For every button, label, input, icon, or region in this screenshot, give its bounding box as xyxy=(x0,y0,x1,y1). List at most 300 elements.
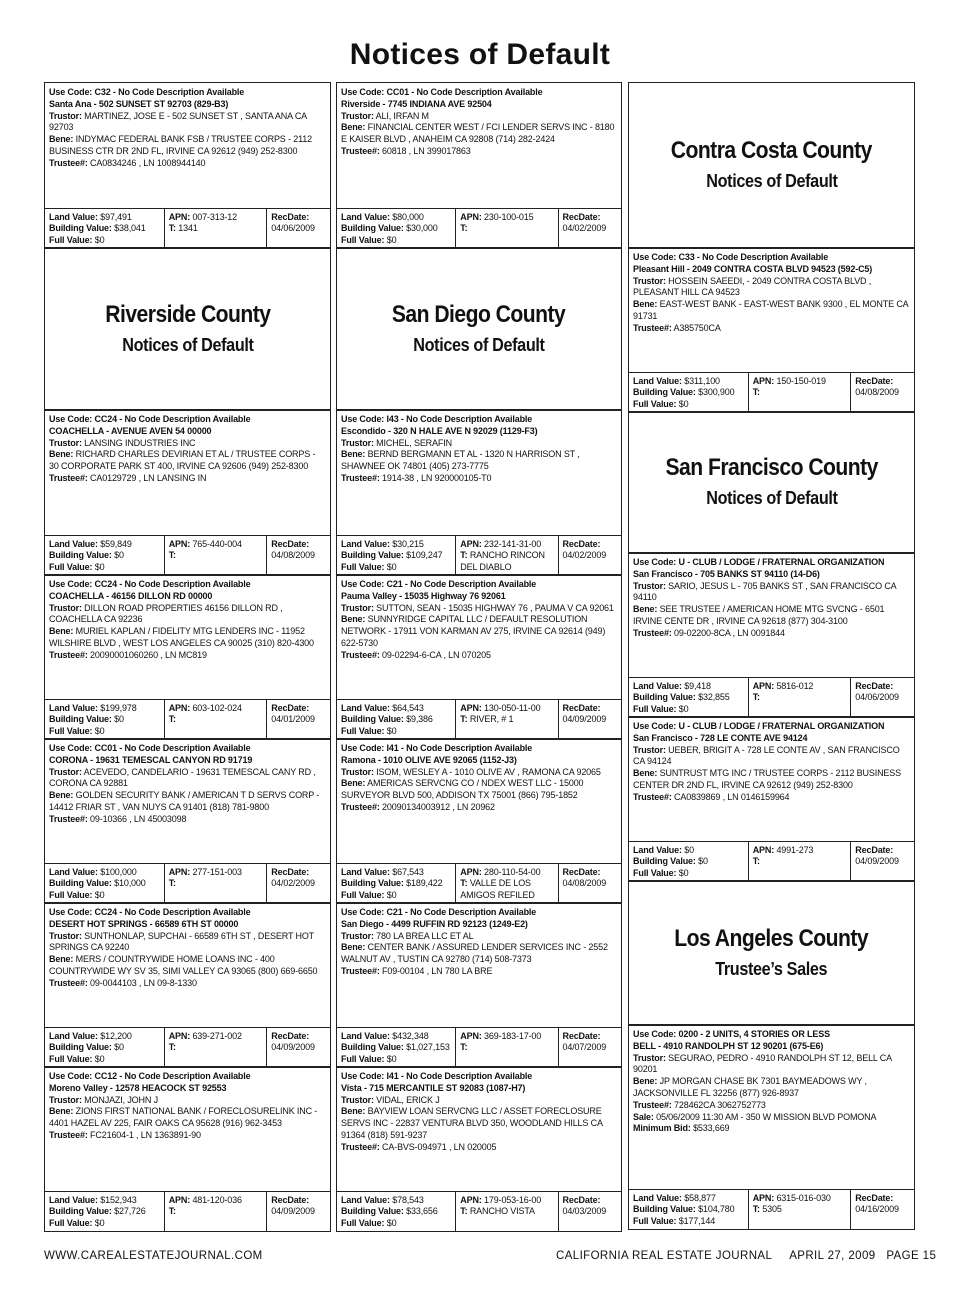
use-code-text: Use Code: CC01 - No Code Description Available xyxy=(341,87,543,97)
apn-value: 150-150-019 xyxy=(776,375,826,386)
property-location xyxy=(49,591,325,603)
notice-body xyxy=(629,1025,914,1135)
value-row xyxy=(45,863,330,903)
values-cell xyxy=(337,1028,456,1067)
building-value xyxy=(633,856,745,868)
trustor xyxy=(49,767,325,791)
land-value-label: Land Value: xyxy=(49,211,98,222)
recdate-label xyxy=(563,703,618,715)
recdate-value: 04/02/2009 xyxy=(271,878,315,888)
property-location-text: San Francisco - 728 LE CONTE AVE 94124 xyxy=(633,732,808,743)
minimum-bid-value: $533,669 xyxy=(693,1123,730,1134)
recdate-value: 04/06/2009 xyxy=(271,223,315,233)
building-value-label: Building Value: xyxy=(49,1206,112,1216)
tract xyxy=(753,387,848,399)
tract xyxy=(169,1042,264,1054)
beneficiary-value: SUNTRUST MTG INC / TRUSTEE CORPS - 2112 BUSINESS CENTER DR 2ND FL, IRVINE CA 92612 (949) 252-8300 xyxy=(633,768,901,790)
recdate-value: 04/08/2009 xyxy=(271,550,315,560)
apn-value: 277-151-003 xyxy=(192,866,242,877)
notice-body xyxy=(629,717,914,804)
full-value-value: $177,144 xyxy=(678,1215,716,1226)
county-subtitle: Notices of Default xyxy=(121,334,254,355)
value-row xyxy=(337,208,621,248)
trustee-number xyxy=(49,473,325,485)
recdate-label-text: RecDate: xyxy=(271,1194,310,1205)
building-value-label: Building Value: xyxy=(49,1042,112,1052)
beneficiary-value: JP MORGAN CHASE BK 7301 BAYMEADOWS WY , JACKSONVILLE FL 32256 (877) 926-8937 xyxy=(633,1076,867,1098)
full-value xyxy=(341,890,452,902)
county-name: Contra Costa County xyxy=(670,137,873,165)
land-value-label: Land Value: xyxy=(49,702,98,713)
trustee-number-label: Trustee#: xyxy=(633,627,672,638)
tract-label: T: xyxy=(168,550,176,560)
apn-cell xyxy=(165,209,268,248)
notice-body xyxy=(337,903,621,978)
recdate-value: 04/09/2009 xyxy=(271,1042,315,1052)
trustor-value: ISOM, WESLEY A - 1010 OLIVE AV , RAMONA CA 92065 xyxy=(376,766,601,777)
tract xyxy=(753,1204,848,1216)
recdate-cell xyxy=(267,536,330,575)
trustor-label: Trustor: xyxy=(341,766,374,777)
use-code xyxy=(633,721,909,733)
land-value-label: Land Value: xyxy=(341,702,390,713)
footer-website[interactable]: WWW.CAREALESTATEJOURNAL.COM xyxy=(44,1250,263,1262)
apn-label: APN: xyxy=(168,1194,191,1205)
notice-body xyxy=(337,1067,621,1154)
notice-card xyxy=(44,409,331,576)
property-location xyxy=(49,99,325,111)
beneficiary-value: MERS / COUNTRYWIDE HOME LOANS INC - 400 COUNTRYWIDE WY SV 35, SIMI VALLEY CA 93065 (800) 669-6650 xyxy=(49,954,318,976)
apn-cell xyxy=(165,1028,268,1067)
minimum-bid xyxy=(633,1123,909,1135)
trustee-number xyxy=(341,966,616,978)
property-location-text: Escondido - 320 N HALE AVE N 92029 (1129-F3) xyxy=(341,425,538,436)
building-value-value: $1,027,153 xyxy=(406,1042,450,1052)
use-code-text: Use Code: C33 - No Code Description Available xyxy=(633,252,829,262)
trustor-label: Trustor: xyxy=(341,110,374,121)
trustor xyxy=(341,111,616,123)
building-value-label: Building Value: xyxy=(341,550,404,560)
value-row xyxy=(629,841,914,881)
apn xyxy=(460,1031,554,1043)
land-value-label: Land Value: xyxy=(341,1030,390,1041)
recdate-label-text: RecDate: xyxy=(855,375,894,386)
full-value-label: Full Value: xyxy=(341,889,385,900)
apn xyxy=(169,212,264,224)
apn-label: APN: xyxy=(168,702,191,713)
apn-cell xyxy=(165,536,268,575)
land-value xyxy=(341,212,452,224)
trustee-number-label: Trustee#: xyxy=(49,649,88,660)
use-code xyxy=(49,414,325,426)
trustor xyxy=(341,603,616,615)
full-value-label: Full Value: xyxy=(49,889,93,900)
apn-label: APN: xyxy=(460,538,482,549)
beneficiary-value: BERND BERGMANN ET AL - 1320 N HARRISON ST , SHAWNEE OK 74801 (405) 273-7775 xyxy=(341,449,580,472)
trustee-number xyxy=(633,1100,909,1112)
apn xyxy=(753,681,848,693)
beneficiary-label: Bene: xyxy=(341,1106,366,1117)
trustee-number-value: F09-00104 , LN 780 LA BRE xyxy=(382,965,493,976)
use-code xyxy=(633,557,909,569)
land-value xyxy=(49,539,161,551)
notice-body xyxy=(337,83,621,158)
building-value-label: Building Value: xyxy=(633,856,696,866)
apn-label: APN: xyxy=(168,538,191,549)
full-value-value: $0 xyxy=(94,889,105,900)
trustee-number-label: Trustee#: xyxy=(49,977,88,988)
trustee-number-value: CA-BVS-094971 , LN 020005 xyxy=(382,1141,497,1152)
full-value-value: $0 xyxy=(386,1217,397,1228)
full-value xyxy=(49,1054,161,1066)
building-value xyxy=(49,878,161,890)
use-code xyxy=(341,414,616,426)
trustee-number-label: Trustee#: xyxy=(341,649,380,660)
recdate-cell xyxy=(559,1192,621,1231)
land-value-value: $12,200 xyxy=(100,1030,132,1041)
trustor xyxy=(341,1095,616,1107)
recdate-value: 04/02/2009 xyxy=(562,223,607,233)
recdate-cell xyxy=(559,1028,621,1067)
recdate-label-text: RecDate: xyxy=(271,1030,310,1041)
apn-cell xyxy=(456,1028,558,1067)
apn xyxy=(753,376,848,388)
recdate-cell xyxy=(851,373,914,412)
beneficiary xyxy=(633,768,909,792)
tract xyxy=(753,856,848,868)
recdate-value: 04/09/2009 xyxy=(855,856,899,866)
apn-value: 232-141-31-00 xyxy=(484,538,542,549)
values-cell xyxy=(337,209,456,248)
beneficiary-label: Bene: xyxy=(633,299,658,310)
land-value-label: Land Value: xyxy=(49,866,98,877)
trustee-number-value: 20090001060260 , LN MC819 xyxy=(90,649,207,660)
recdate-label xyxy=(271,867,327,879)
trustor-value: SEGURAO, PEDRO - 4910 RANDOLPH ST 12, BELL CA 90201 xyxy=(633,1052,892,1075)
use-code-text: Use Code: CC24 - No Code Description Available xyxy=(49,579,251,589)
use-code-text: Use Code: CC24 - No Code Description Available xyxy=(49,414,251,424)
recdate-label xyxy=(855,1193,911,1205)
recdate-cell xyxy=(559,700,621,739)
tract-label: T: xyxy=(752,692,760,702)
apn-cell xyxy=(456,209,558,248)
beneficiary xyxy=(49,954,325,978)
beneficiary-value: FINANCIAL CENTER WEST / FCI LENDER SERVS INC - 8180 E KAISER BLVD , ANAHEIM CA 92808 (714) 282-2424 xyxy=(341,122,615,145)
use-code xyxy=(633,1029,909,1041)
trustee-number-label: Trustee#: xyxy=(633,1099,672,1110)
trustee-number-value: CA0839869 , LN 0146159964 xyxy=(674,791,790,802)
notice-body xyxy=(337,739,621,814)
trustee-number-value: CA0129729 , LN LANSING IN xyxy=(90,472,207,483)
trustor xyxy=(341,931,616,943)
property-location xyxy=(341,591,616,603)
values-cell xyxy=(45,864,165,903)
apn xyxy=(460,539,554,551)
tract-value: VALLE DE LOS AMIGOS REFILED xyxy=(460,878,535,900)
recdate-label xyxy=(855,845,911,857)
beneficiary-value: CENTER BANK / ASSURED LENDER SERVICES INC - 2552 WALNUT AV , TUSTIN CA 92780 (714) 508-7373 xyxy=(341,942,608,965)
trustor-label: Trustor: xyxy=(49,110,82,121)
apn xyxy=(460,867,554,879)
recdate-label-text: RecDate: xyxy=(562,1194,601,1205)
property-location xyxy=(633,569,909,581)
trustee-number-value: FC21604-1 , LN 1363891-90 xyxy=(90,1129,201,1140)
beneficiary-value: SEE TRUSTEE / AMERICAN HOME MTG SVCNG - 6501 IRVINE CENTE DR , IRVINE CA 92618 (877) 304-3100 xyxy=(633,604,885,626)
apn-cell xyxy=(749,1190,852,1229)
land-value-value: $58,877 xyxy=(684,1192,716,1203)
building-value-label: Building Value: xyxy=(49,878,112,888)
trustee-number-label: Trustee#: xyxy=(341,1141,380,1152)
land-value-value: $80,000 xyxy=(392,211,424,222)
county-name: Riverside County xyxy=(104,300,271,328)
use-code xyxy=(49,743,325,755)
full-value-label: Full Value: xyxy=(633,1215,677,1226)
use-code-text: Use Code: U - CLUB / LODGE / FRATERNAL ORGANIZATION xyxy=(633,721,885,731)
full-value-label: Full Value: xyxy=(341,561,385,572)
full-value-value: $0 xyxy=(94,725,105,736)
beneficiary-value: ZIONS FIRST NATIONAL BANK / FORECLOSURELINK INC - 4401 HAZEL AV 225, FAIR OAKS CA 95628 (916) 962-3453 xyxy=(49,1106,318,1129)
full-value-value: $0 xyxy=(386,234,397,245)
beneficiary-value: SUNNYRIDGE CAPITAL LLC / DEFAULT RESOLUTION NETWORK - 17911 VON KARMAN AV 275, IRVINE CA 92614 (949) 622-5730 xyxy=(341,614,606,648)
tract-label: T: xyxy=(460,223,468,233)
full-value-label: Full Value: xyxy=(49,234,93,245)
full-value-value: $0 xyxy=(386,1053,397,1064)
beneficiary xyxy=(341,122,616,146)
apn-label: APN: xyxy=(752,1192,775,1203)
tract-label: T: xyxy=(752,1204,760,1214)
building-value-value: $9,386 xyxy=(406,714,433,724)
notice-card xyxy=(336,574,622,740)
building-value-label: Building Value: xyxy=(49,223,112,233)
apn xyxy=(169,1195,264,1207)
tract-value: RANCHO VISTA xyxy=(469,1206,535,1216)
use-code xyxy=(49,87,325,99)
values-cell xyxy=(629,1190,749,1229)
tract xyxy=(753,692,848,704)
apn-value: 130-050-11-00 xyxy=(484,702,541,713)
trustor-value: MICHEL, SERAFIN xyxy=(376,437,452,448)
land-value-label: Land Value: xyxy=(49,1030,98,1041)
recdate-label xyxy=(271,539,327,551)
trustor-label: Trustor: xyxy=(49,930,82,941)
value-row xyxy=(337,535,621,575)
full-value xyxy=(633,399,745,411)
values-cell xyxy=(629,842,749,881)
trustor-label: Trustor: xyxy=(633,580,666,591)
building-value-label: Building Value: xyxy=(633,692,696,702)
apn-label: APN: xyxy=(168,211,191,222)
value-row xyxy=(337,699,621,739)
land-value xyxy=(49,1195,161,1207)
property-location-text: San Diego - 4499 RUFFIN RD 92123 (1249-E2) xyxy=(341,918,528,929)
trustor-label: Trustor: xyxy=(341,1094,374,1105)
notice-card xyxy=(44,1066,331,1232)
apn xyxy=(169,1031,264,1043)
trustor-value: HOSSEIN SAEEDI, - 2049 CONTRA COSTA BLVD , PLEASANT HILL CA 94523 xyxy=(633,275,872,298)
trustee-number-label: Trustee#: xyxy=(49,813,88,824)
full-value-label: Full Value: xyxy=(341,1217,385,1228)
notice-card xyxy=(44,82,331,249)
apn-value: 765-440-004 xyxy=(192,538,242,549)
use-code-text: Use Code: CC24 - No Code Description Available xyxy=(49,907,251,917)
trustee-number-label: Trustee#: xyxy=(49,1129,88,1140)
county-header xyxy=(628,82,915,249)
apn xyxy=(753,845,848,857)
trustor xyxy=(633,276,909,300)
beneficiary-label: Bene: xyxy=(341,614,366,625)
notice-body xyxy=(45,739,330,826)
recdate-label xyxy=(563,539,618,551)
beneficiary-value: EAST-WEST BANK - EAST-WEST BANK 9300 , EL MONTE CA 91731 xyxy=(633,299,909,321)
trustor xyxy=(49,1095,325,1107)
beneficiary-label: Bene: xyxy=(341,449,366,460)
use-code-text: Use Code: U - CLUB / LODGE / FRATERNAL ORGANIZATION xyxy=(633,557,885,567)
property-location-text: COACHELLA - AVENUE AVEN 54 00000 xyxy=(49,425,212,436)
full-value xyxy=(49,562,161,574)
full-value-value: $0 xyxy=(94,1053,105,1064)
apn-label: APN: xyxy=(460,211,482,222)
use-code xyxy=(341,1071,616,1083)
sale-info-label: Sale: xyxy=(633,1111,654,1122)
apn-value: 481-120-036 xyxy=(192,1194,242,1205)
values-cell xyxy=(45,1192,165,1231)
property-location-text: Pauma Valley - 15035 Highway 76 92061 xyxy=(341,590,506,601)
apn-value: 4991-273 xyxy=(776,844,814,855)
apn-value: 6315-016-030 xyxy=(776,1192,831,1203)
tract-value: RANCHO RINCON DEL DIABLO xyxy=(460,550,545,572)
trustee-number xyxy=(633,323,909,335)
land-value-value: $0 xyxy=(684,844,694,855)
recdate-label-text: RecDate: xyxy=(562,1030,601,1041)
trustor-value: DILLON ROAD PROPERTIES 46156 DILLON RD , COACHELLA CA 92236 xyxy=(49,602,283,625)
land-value-value: $30,215 xyxy=(392,538,424,549)
beneficiary-label: Bene: xyxy=(49,954,74,965)
tract xyxy=(169,878,264,890)
tract-label: T: xyxy=(168,1206,176,1216)
trustor-label: Trustor: xyxy=(633,275,666,286)
land-value xyxy=(341,1195,452,1207)
full-value-value: $0 xyxy=(678,867,689,878)
trustor xyxy=(49,438,325,450)
recdate-label xyxy=(271,1031,327,1043)
land-value xyxy=(341,867,452,879)
trustee-number-value: 20090134003912 , LN 20962 xyxy=(382,801,495,812)
land-value-label: Land Value: xyxy=(633,1192,682,1203)
notice-body xyxy=(45,903,330,990)
recdate-label xyxy=(855,681,911,693)
county-name: Los Angeles County xyxy=(674,924,869,952)
trustor-value: UEBER, BRIGIT A - 728 LE CONTE AV , SAN FRANCISCO CA 94124 xyxy=(633,744,900,767)
beneficiary-label: Bene: xyxy=(49,790,74,801)
trustor-value: SARIO, JESUS L - 705 BANKS ST , SAN FRANCISCO CA 94110 xyxy=(633,580,897,603)
beneficiary xyxy=(341,449,616,473)
full-value-value: $0 xyxy=(94,561,105,572)
beneficiary-label: Bene: xyxy=(341,942,366,953)
land-value-value: $78,543 xyxy=(392,1194,424,1205)
value-row xyxy=(337,863,621,903)
trustee-number-label: Trustee#: xyxy=(633,322,672,333)
trustee-number-value: 09-0044103 , LN 09-8-1330 xyxy=(90,977,197,988)
notice-card xyxy=(336,902,622,1068)
building-value-value: $300,900 xyxy=(698,387,735,397)
building-value-label: Building Value: xyxy=(341,223,404,233)
apn-value: 230-100-015 xyxy=(484,211,534,222)
recdate-value: 04/08/2009 xyxy=(562,878,607,888)
full-value xyxy=(633,704,745,716)
beneficiary xyxy=(633,1076,909,1100)
recdate-label xyxy=(855,376,911,388)
building-value-label: Building Value: xyxy=(341,1042,404,1052)
building-value-value: $0 xyxy=(114,714,124,724)
tract xyxy=(169,714,264,726)
apn-cell xyxy=(456,864,558,903)
apn-value: 280-110-54-00 xyxy=(484,866,541,877)
apn-cell xyxy=(165,864,268,903)
beneficiary xyxy=(49,626,325,650)
land-value-label: Land Value: xyxy=(341,538,390,549)
building-value xyxy=(49,714,161,726)
beneficiary-value: INDYMAC FEDERAL BANK FSB / TRUSTEE CORPS - 2112 BUSINESS CTR DR 2ND FL, IRVINE CA 92612 (949) 252-8300 xyxy=(49,134,312,156)
recdate-value: 04/16/2009 xyxy=(855,1204,899,1214)
building-value-value: $0 xyxy=(114,1042,124,1052)
full-value-label: Full Value: xyxy=(49,561,93,572)
trustee-number-value: 09-10366 , LN 45003098 xyxy=(90,813,187,824)
apn xyxy=(169,867,264,879)
land-value xyxy=(633,1193,745,1205)
trustor-label: Trustor: xyxy=(49,766,82,777)
apn xyxy=(460,703,554,715)
tract-label: T: xyxy=(460,714,468,724)
county-header xyxy=(44,247,331,411)
value-row xyxy=(45,208,330,248)
tract xyxy=(460,1042,554,1054)
trustor xyxy=(633,745,909,769)
beneficiary-label: Bene: xyxy=(49,134,74,145)
use-code-text: Use Code: CC12 - No Code Description Available xyxy=(49,1071,251,1081)
full-value-label: Full Value: xyxy=(341,234,385,245)
trustor xyxy=(341,438,616,450)
trustor xyxy=(49,603,325,627)
use-code xyxy=(633,252,909,264)
use-code xyxy=(341,579,616,591)
building-value xyxy=(633,692,745,704)
county-subtitle: Notices of Default xyxy=(413,334,545,355)
tract-label: T: xyxy=(168,878,176,888)
land-value xyxy=(341,1031,452,1043)
trustee-number xyxy=(633,628,909,640)
recdate-value: 04/06/2009 xyxy=(855,692,899,702)
recdate-value: 04/01/2009 xyxy=(271,714,315,724)
full-value xyxy=(633,1216,745,1228)
trustee-number-value: 09-02200-8CA , LN 0091844 xyxy=(674,627,785,638)
trustor-value: MONJAZI, JOHN J xyxy=(84,1094,158,1105)
full-value xyxy=(341,562,452,574)
trustee-number xyxy=(49,650,325,662)
recdate-value: 04/09/2009 xyxy=(271,1206,315,1216)
full-value xyxy=(633,868,745,880)
county-header xyxy=(336,247,622,411)
values-cell xyxy=(337,700,456,739)
tract-label: T: xyxy=(460,550,468,560)
notice-body xyxy=(337,410,621,485)
apn xyxy=(169,539,264,551)
apn-cell xyxy=(456,700,558,739)
tract xyxy=(460,223,554,235)
beneficiary-label: Bene: xyxy=(633,1076,658,1087)
notice-body xyxy=(629,248,914,335)
trustor-label: Trustor: xyxy=(341,437,374,448)
building-value xyxy=(633,387,745,399)
